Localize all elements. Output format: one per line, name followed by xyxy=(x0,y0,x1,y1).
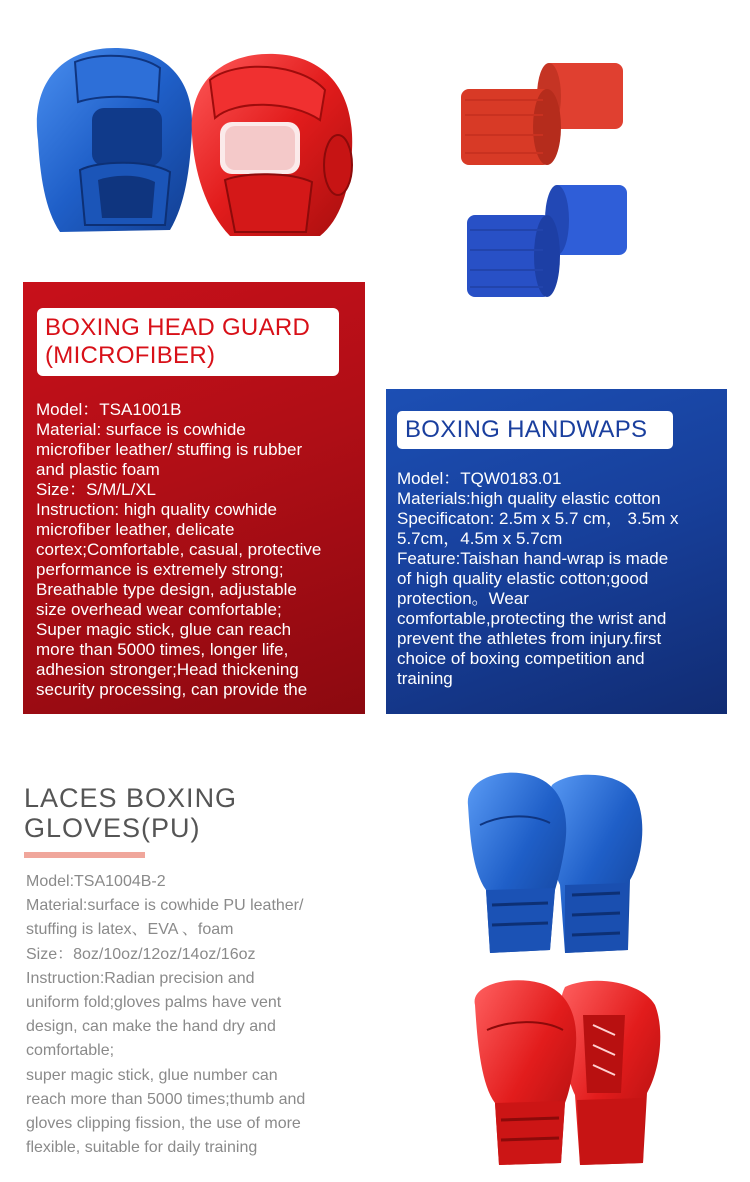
description-line: security processing, can provide the xyxy=(36,680,308,699)
gloves-description xyxy=(26,870,361,1160)
description-line: Materials:high quality elastic cotton xyxy=(397,489,661,508)
description-line: and plastic foam xyxy=(36,460,160,479)
description-line: choice of boxing competition and xyxy=(397,649,645,668)
description-line: Model：TSA1001B xyxy=(36,400,182,419)
description-line: reach more than 5000 times;thumb and xyxy=(26,1090,306,1108)
description-line: adhesion stronger;Head thickening xyxy=(36,660,299,679)
head-guard-title-box xyxy=(37,308,339,376)
description-line: size overhead wear comfortable; xyxy=(36,600,282,619)
description-line: Specificaton: 2.5m x 5.7 cm， 3.5m x xyxy=(397,509,679,528)
description-line: microfiber leather, delicate xyxy=(36,520,235,539)
head-guard-title-line-2: (MICROFIBER) xyxy=(45,342,216,369)
description-line: Material:surface is cowhide PU leather/ xyxy=(26,897,304,915)
description-line: 5.7cm，4.5m x 5.7cm xyxy=(397,529,563,548)
head-guard-title xyxy=(45,314,333,370)
description-line: comfortable; xyxy=(26,1042,115,1060)
accent-divider xyxy=(24,852,145,858)
description-line: of high quality elastic cotton;good xyxy=(397,569,649,588)
description-line: Model:TSA1004B-2 xyxy=(26,873,166,890)
head-guard-description xyxy=(36,400,364,700)
handwraps-title-box xyxy=(397,411,673,449)
red-glove-image xyxy=(465,975,670,1170)
head-guard-panel xyxy=(23,282,365,714)
description-line: Breathable type design, adjustable xyxy=(36,580,297,599)
handwraps-description xyxy=(397,469,723,689)
description-line: flexible, suitable for daily training xyxy=(26,1139,258,1157)
description-line: performance is extremely strong; xyxy=(36,560,284,579)
description-line: prevent the athletes from injury.first xyxy=(397,629,662,648)
description-line: Material: surface is cowhide xyxy=(36,420,246,439)
description-line: cortex;Comfortable, casual, protective xyxy=(36,540,322,559)
gloves-title-line-1: LACES BOXING xyxy=(24,783,238,813)
description-line: Model：TQW0183.01 xyxy=(397,469,562,488)
description-line: Instruction:Radian precision and xyxy=(26,969,255,987)
handwraps-panel xyxy=(386,389,727,714)
description-line: gloves clipping fission, the use of more xyxy=(26,1115,301,1133)
blue-glove-image xyxy=(460,765,660,960)
description-line: protection。Wear xyxy=(397,589,529,608)
description-line: Size：8oz/10oz/12oz/14oz/16oz xyxy=(26,945,256,963)
description-line: stuffing is latex、EVA 、foam xyxy=(26,921,234,939)
gloves-title-line-2: GLOVES(PU) xyxy=(24,813,201,843)
description-line: super magic stick, glue number can xyxy=(26,1066,278,1084)
description-line: training xyxy=(397,669,453,688)
description-line: microfiber leather/ stuffing is rubber xyxy=(36,440,303,459)
gloves-title xyxy=(24,783,324,843)
description-line: more than 5000 times, longer life, xyxy=(36,640,289,659)
description-line: Super magic stick, glue can reach xyxy=(36,620,292,639)
head-guard-title-line-1: BOXING HEAD GUARD xyxy=(45,314,311,341)
description-line: comfortable,protecting the wrist and xyxy=(397,609,667,628)
hand-wraps-image xyxy=(455,55,645,305)
description-line: design, can make the hand dry and xyxy=(26,1018,276,1036)
description-line: Feature:Taishan hand-wrap is made xyxy=(397,549,669,568)
description-line: uniform fold;gloves palms have vent xyxy=(26,994,282,1012)
head-guard-image xyxy=(20,40,365,240)
handwraps-title: BOXING HANDWAPS xyxy=(405,416,648,443)
description-line: Instruction: high quality cowhide xyxy=(36,500,277,519)
description-line: Size：S/M/L/XL xyxy=(36,480,156,499)
